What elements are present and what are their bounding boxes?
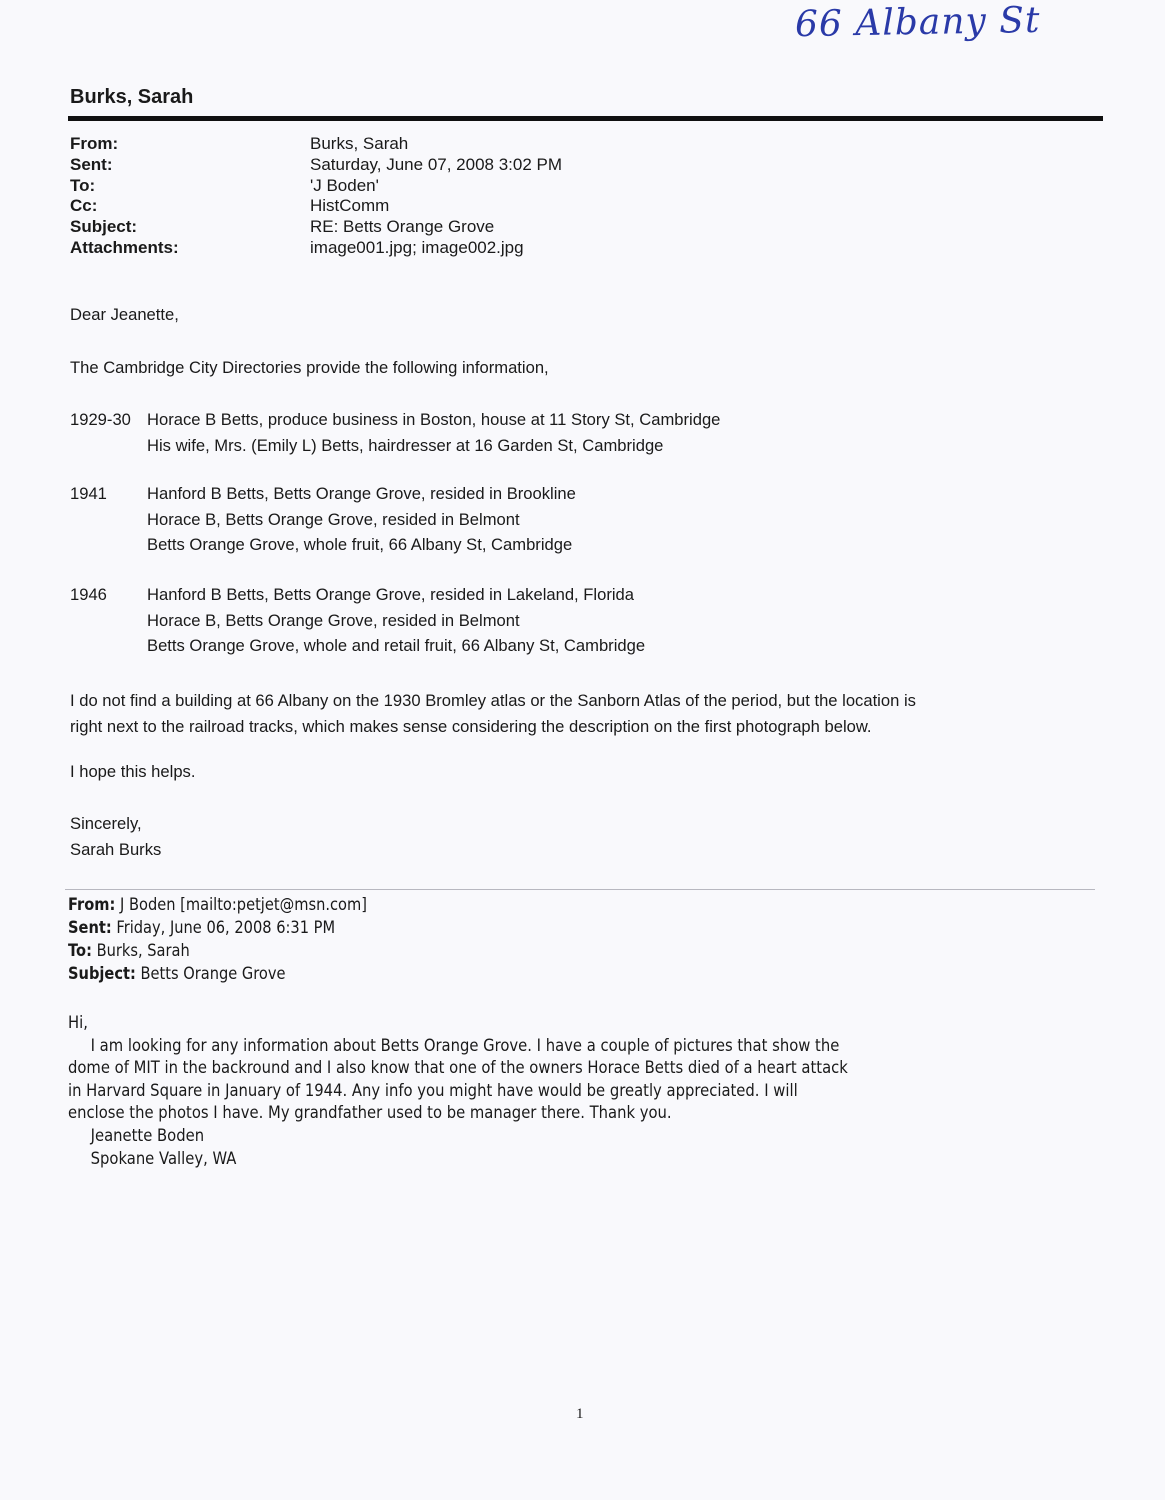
paragraph-line: right next to the railroad tracks, which makes sense considering the description on the first photograph below.: [70, 716, 872, 736]
intro: The Cambridge City Directories provide the following information,: [70, 358, 549, 377]
greeting: Hi,: [68, 1013, 88, 1033]
header-attachments: [70, 238, 562, 259]
handwritten-note: 66 Albany St: [794, 0, 1041, 46]
signature-location: Spokane Valley, WA: [90, 1148, 237, 1169]
value: HistComm: [310, 196, 390, 216]
message-line: in Harvard Square in January of 1944. Any info you might have would be greatly appreciated. I will: [68, 1080, 798, 1101]
label: To:: [68, 941, 92, 961]
closing: [70, 811, 161, 862]
entry-line: Betts Orange Grove, whole and retail fruit, 66 Albany St, Cambridge: [147, 636, 646, 655]
header-cc: [70, 196, 562, 217]
entry-line: Horace B, Betts Orange Grove, resided in Belmont: [147, 509, 520, 529]
label: Subject:: [70, 217, 138, 237]
from-value[interactable]: J Boden [mailto:petjet@msn.com]: [120, 895, 367, 915]
page-number: 1: [576, 1406, 584, 1422]
signature: Sarah Burks: [70, 839, 162, 859]
year: 1929-30: [70, 410, 131, 429]
value: 'J Boden': [310, 175, 379, 195]
original-message: [68, 1012, 1103, 1170]
header-rule: [68, 116, 1103, 121]
label: Sent:: [68, 918, 112, 938]
value: Saturday, June 07, 2008 3:02 PM: [310, 154, 563, 174]
header-from: [70, 134, 562, 155]
label: To:: [70, 175, 96, 195]
header-to: [70, 176, 562, 197]
label: From:: [70, 134, 119, 153]
year: 1941: [70, 484, 107, 503]
original-header: [68, 894, 367, 986]
greeting: Dear Jeanette,: [70, 305, 179, 324]
paragraph-line: I do not find a building at 66 Albany on the 1930 Bromley atlas or the Sanborn Atlas of the period, but the location is: [70, 691, 916, 710]
entry-line: Betts Orange Grove, whole fruit, 66 Albany St, Cambridge: [147, 535, 573, 554]
entry-line: Horace B, Betts Orange Grove, resided in Belmont: [147, 610, 520, 630]
value: RE: Betts Orange Grove: [310, 217, 495, 237]
label: Cc:: [70, 196, 98, 216]
entry-1929: [70, 407, 720, 458]
email-header: [70, 134, 562, 259]
entry-1946: [70, 582, 645, 659]
entry-1941: [70, 481, 576, 558]
to-value: Burks, Sarah: [96, 941, 190, 961]
entry-line: His wife, Mrs. (Emily L) Betts, hairdresser at 16 Garden St, Cambridge: [147, 435, 664, 455]
message-line: I am looking for any information about Betts Orange Grove. I have a couple of pictures that show the: [90, 1035, 840, 1056]
message-line: enclose the photos I have. My grandfather used to be manager there. Thank you.: [68, 1103, 672, 1124]
label: From:: [68, 895, 116, 915]
message-line: dome of MIT in the backround and I also know that one of the owners Horace Betts died of a heart attack: [68, 1058, 848, 1079]
hope-line: I hope this helps.: [70, 762, 196, 781]
label: Subject:: [68, 964, 136, 984]
paragraph: [70, 688, 916, 739]
label: Attachments:: [70, 237, 179, 257]
header-subject: [70, 217, 562, 238]
label: Sent:: [70, 154, 113, 174]
year: 1946: [70, 585, 107, 604]
entry-line: Hanford B Betts, Betts Orange Grove, resided in Lakeland, Florida: [147, 585, 635, 604]
attachment-links[interactable]: image001.jpg; image002.jpg: [310, 237, 524, 257]
message-divider: [65, 889, 1095, 890]
entry-line: Horace B Betts, produce business in Boston, house at 11 Story St, Cambridge: [147, 410, 721, 429]
sender-title: Burks, Sarah: [70, 86, 194, 108]
entry-line: Hanford B Betts, Betts Orange Grove, resided in Brookline: [147, 484, 576, 503]
subject-value: Betts Orange Grove: [140, 964, 286, 984]
closing-text: Sincerely,: [70, 814, 142, 833]
signature-name: Jeanette Boden: [90, 1125, 205, 1146]
sent-value: Friday, June 06, 2008 6:31 PM: [116, 918, 336, 938]
header-sent: [70, 155, 562, 176]
value: Burks, Sarah: [310, 134, 409, 153]
